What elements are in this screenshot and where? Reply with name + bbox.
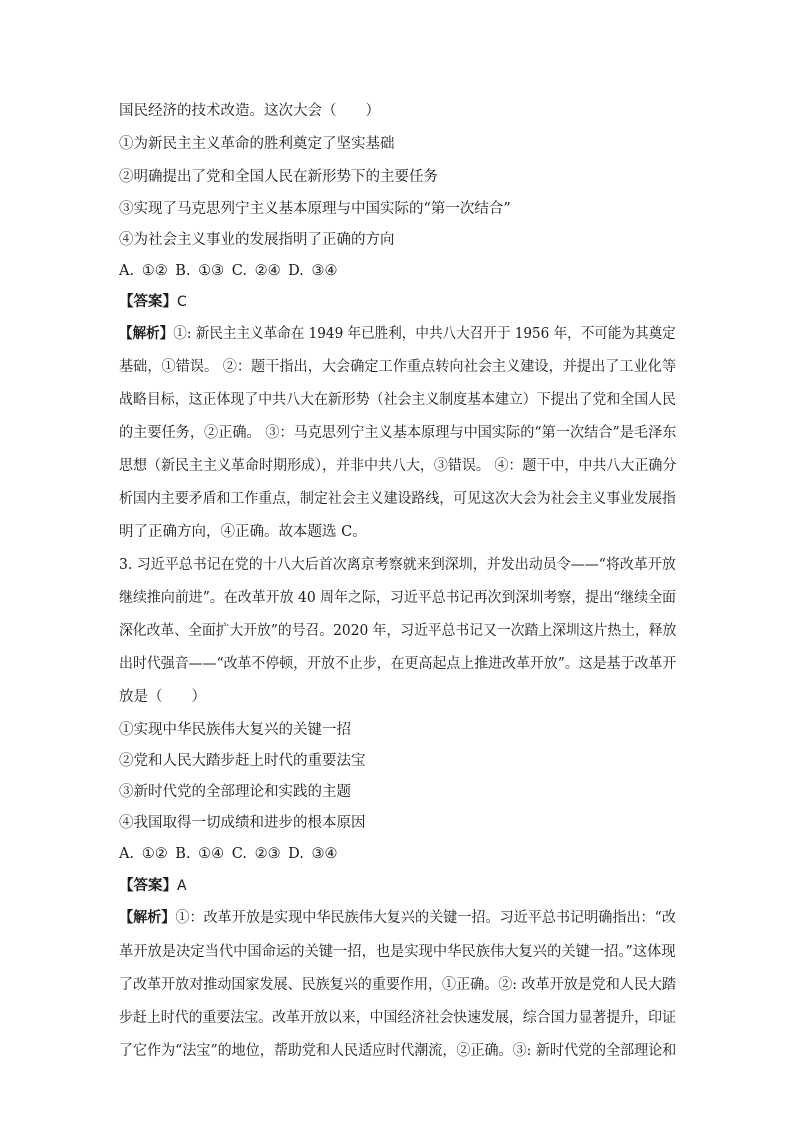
question-2-analysis-line-6: 析国内主要矛盾和工作重点，制定社会主义建设路线，可见这次大会为社会主义事业发展指	[119, 491, 676, 507]
answer-tag: 【答案】	[119, 877, 177, 894]
analysis-tag: 【解析】	[119, 909, 176, 926]
question-3-item-4: ④我国取得一切成绩和进步的根本原因	[119, 815, 366, 831]
question-3-stem-line-4: 出时代强音——“改革不停顿，开放不止步，在更高起点上推进改革开放”。这是基于改革开	[119, 656, 677, 672]
question-2-options: A. ①② B. ①③ C. ②④ D. ③④	[119, 263, 338, 279]
question-3-analysis-line-5: 了它作为“法宝”的地位，帮助党和人民适应时代潮流，②正确。③: 新时代党的全部理论和	[119, 1043, 677, 1059]
question-2-item-4: ④为社会主义事业的发展指明了正确的方向	[119, 232, 395, 248]
question-2-stem: 国民经济的技术改造。这次大会（ ）	[119, 103, 380, 119]
question-3-analysis-line-1	[119, 908, 676, 928]
analysis-text: ①：改革开放是实现中华民族伟大复兴的关键一招。习近平总书记明确指出：“改	[175, 910, 676, 926]
question-3-stem-line-3: 深化改革、全面扩大开放”的号召。2020 年，习近平总书记又一次踏上深圳这片热土，释放	[119, 623, 677, 639]
question-2-analysis-line-4: 的主要任务，②正确。 ③：马克思列宁主义基本原理与中国实际的“第一次结合”是毛泽东	[119, 425, 677, 441]
question-2-item-1: ①为新民主主义革命的胜利奠定了坚实基础	[119, 136, 395, 152]
question-2-item-3: ③实现了马克思列宁主义基本原理与中国实际的“第一次结合”	[119, 201, 511, 217]
question-3-analysis-line-2: 革开放是决定当代中国命运的关键一招，也是实现中华民族伟大复兴的关键一招。”这体现	[119, 944, 676, 960]
answer-value: C	[177, 294, 187, 310]
question-3-analysis-line-3: 了改革开放对推动国家发展、民族复兴的重要作用，①正确。②: 改革开放是党和人民大踏	[119, 977, 677, 993]
question-3-answer	[119, 876, 676, 896]
question-2-item-2: ②明确提出了党和全国人民在新形势下的主要任务	[119, 169, 438, 185]
question-2-analysis-line-2: 基础，①错误。 ②：题干指出，大会确定工作重点转向社会主义建设，并提出了工业化等	[119, 359, 677, 375]
question-3-item-2: ②党和人民大踏步赶上时代的重要法宝	[119, 753, 366, 769]
question-3-item-3: ③新时代党的全部理论和实践的主题	[119, 784, 351, 800]
question-2-answer	[119, 292, 676, 312]
question-3-analysis-line-4: 步赶上时代的重要法宝。改革开放以来，中国经济社会快速发展，综合国力显著提升，印证	[119, 1010, 676, 1026]
answer-tag: 【答案】	[119, 293, 177, 310]
question-3-item-1: ①实现中华民族伟大复兴的关键一招	[119, 722, 351, 738]
analysis-text: ①: 新民主主义革命在 1949 年已胜利，中共八大召开于 1956 年，不可能为其奠定	[173, 326, 676, 342]
question-3-stem-line-2: 继续推向前进”。在改革开放 40 周年之际，习近平总书记再次到深圳考察，提出“继续全面	[119, 590, 676, 606]
question-2-analysis-line-3: 战略目标，这正体现了中共八大在新形势（社会主义制度基本建立）下提出了党和全国人民	[119, 392, 676, 408]
analysis-tag: 【解析】	[119, 325, 174, 342]
answer-value: A	[177, 878, 187, 894]
question-2-analysis-line-5: 思想（新民主主义革命时期形成），并非中共八大，③错误。 ④：题干中，中共八大正确分	[119, 458, 677, 474]
question-3-options: A. ①② B. ①④ C. ②③ D. ③④	[119, 846, 338, 862]
question-2-analysis-line-7: 明了正确方向，④正确。故本题选 C。	[119, 524, 367, 540]
question-2-analysis-line-1	[119, 324, 676, 344]
question-3-stem-line-1: 3. 习近平总书记在党的十八大后首次离京考察就来到深圳，并发出动员令——“将改革开放	[119, 557, 676, 573]
question-3-stem-line-5: 放是（ ）	[119, 689, 206, 705]
